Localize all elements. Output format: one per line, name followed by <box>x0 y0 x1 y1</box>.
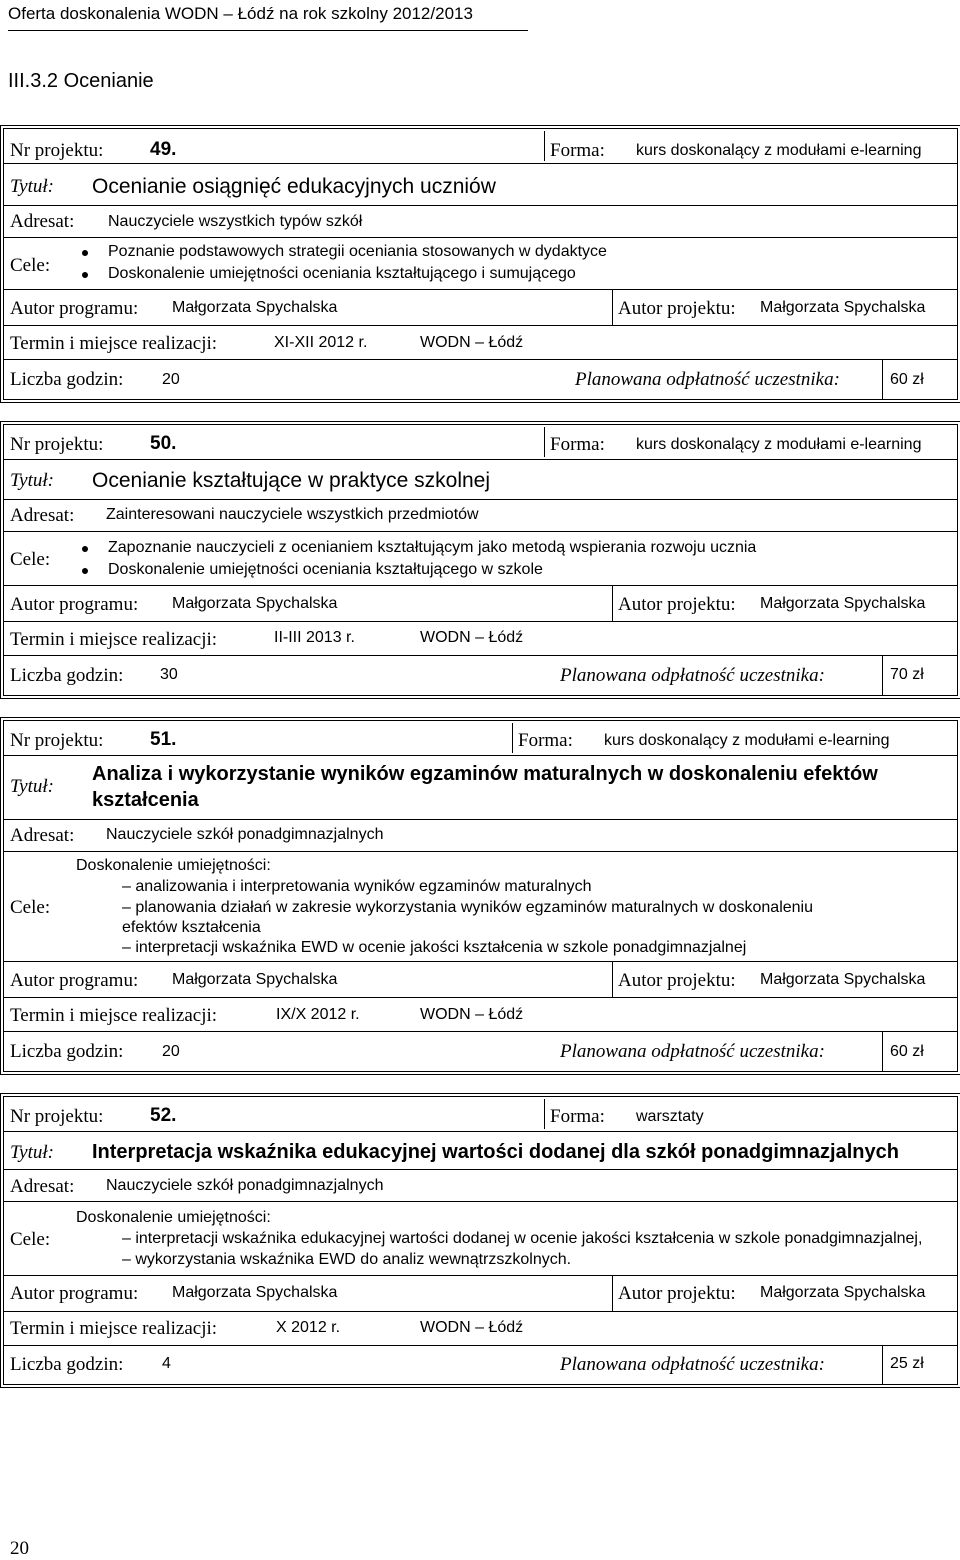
tytul-label: Tytuł: <box>10 1142 54 1163</box>
project-title: Interpretacja wskaźnika edukacyjnej wartości dodanej dla szkół ponadgimnazjalnych <box>92 1141 899 1163</box>
project-number: 51. <box>150 729 177 750</box>
liczba-godzin-label: Liczba godzin: <box>10 369 124 390</box>
tytul-label: Tytuł: <box>10 470 54 491</box>
forma-value: warsztaty <box>636 1108 704 1125</box>
liczba-godzin-value: 20 <box>162 371 180 388</box>
project-title: Ocenianie kształtujące w praktyce szkolnej <box>92 469 491 492</box>
autor-projektu-value: Małgorzata Spychalska <box>760 595 926 612</box>
cele-item-cont: efektów kształcenia <box>122 919 261 936</box>
adresat-value: Zainteresowani nauczyciele wszystkich przedmiotów <box>106 506 479 523</box>
autor-projektu-value: Małgorzata Spychalska <box>760 1284 926 1301</box>
oplata-value: 25 zł <box>890 1355 924 1372</box>
header-divider <box>8 30 528 31</box>
liczba-godzin-label: Liczba godzin: <box>10 665 124 686</box>
oplata-label: Planowana odpłatność uczestnika: <box>560 1041 825 1062</box>
autor-programu-value: Małgorzata Spychalska <box>172 595 338 612</box>
autor-projektu-value: Małgorzata Spychalska <box>760 971 926 988</box>
miejsce-value: WODN – Łódź <box>420 334 524 351</box>
section-heading: III.3.2 Ocenianie <box>8 70 154 92</box>
forma-label: Forma: <box>550 434 605 455</box>
forma-value: kurs doskonalący z modułami e-learning <box>636 436 922 453</box>
oplata-value: 60 zł <box>890 371 924 388</box>
cele-label: Cele: <box>10 897 51 918</box>
autor-projektu-label: Autor projektu: <box>618 970 736 991</box>
cele-item: Zapoznanie nauczycieli z ocenianiem kształtującym jako metodą wspierania rozwoju ucznia <box>108 539 757 556</box>
cele-label: Cele: <box>10 549 51 570</box>
termin-label: Termin i miejsce realizacji: <box>10 629 218 650</box>
liczba-godzin-value: 30 <box>160 666 178 683</box>
cele-item: – analizowania i interpretowania wyników egzaminów maturalnych <box>122 878 592 895</box>
project-title-cont: kształcenia <box>92 789 199 811</box>
forma-label: Forma: <box>518 730 573 751</box>
termin-value: XI-XII 2012 r. <box>274 334 368 351</box>
cele-item: Doskonalenie umiejętności oceniania kształtującego i sumującego <box>108 265 576 282</box>
autor-programu-value: Małgorzata Spychalska <box>172 299 338 316</box>
cele-item: – interpretacji wskaźnika EWD w ocenie jakości kształcenia w szkole ponadgimnazjalnej <box>122 939 747 956</box>
liczba-godzin-value: 20 <box>162 1043 180 1060</box>
termin-label: Termin i miejsce realizacji: <box>10 1005 218 1026</box>
project-number: 50. <box>150 433 177 454</box>
termin-label: Termin i miejsce realizacji: <box>10 333 218 354</box>
cele-item: Poznanie podstawowych strategii oceniania stosowanych w dydaktyce <box>108 243 607 260</box>
cele-label: Cele: <box>10 1229 51 1250</box>
adresat-label: Adresat: <box>10 825 75 846</box>
forma-label: Forma: <box>550 1106 605 1127</box>
liczba-godzin-label: Liczba godzin: <box>10 1041 124 1062</box>
cele-label: Cele: <box>10 255 51 276</box>
termin-label: Termin i miejsce realizacji: <box>10 1318 218 1339</box>
autor-programu-label: Autor programu: <box>10 594 139 615</box>
autor-programu-label: Autor programu: <box>10 970 139 991</box>
project-card-50 <box>3 424 958 696</box>
project-card-51 <box>3 720 958 1072</box>
forma-label: Forma: <box>550 140 605 161</box>
cele-item: – wykorzystania wskaźnika EWD do analiz wewnątrzszkolnych. <box>122 1251 572 1268</box>
nr-label: Nr projektu: <box>10 140 104 161</box>
oplata-label: Planowana odpłatność uczestnika: <box>560 1354 825 1375</box>
project-title: Ocenianie osiągnięć edukacyjnych uczniów <box>92 175 496 198</box>
adresat-value: Nauczyciele szkół ponadgimnazjalnych <box>106 826 384 843</box>
autor-programu-label: Autor programu: <box>10 1283 139 1304</box>
adresat-value: Nauczyciele szkół ponadgimnazjalnych <box>106 1177 384 1194</box>
liczba-godzin-label: Liczba godzin: <box>10 1354 124 1375</box>
autor-projektu-label: Autor projektu: <box>618 298 736 319</box>
project-title: Analiza i wykorzystanie wyników egzaminów maturalnych w doskonaleniu efektów <box>92 763 878 785</box>
autor-projektu-label: Autor projektu: <box>618 1283 736 1304</box>
cele-item: – interpretacji wskaźnika edukacyjnej wartości dodanej w ocenie jakości kształcenia w szkole ponadgimnazjalnej, <box>122 1230 923 1247</box>
project-number: 52. <box>150 1105 177 1126</box>
adresat-label: Adresat: <box>10 1176 75 1197</box>
termin-value: IX/X 2012 r. <box>276 1006 360 1023</box>
project-card-52 <box>3 1096 958 1385</box>
cele-intro: Doskonalenie umiejętności: <box>76 857 271 874</box>
project-card-49 <box>3 128 958 400</box>
document-header: Oferta doskonalenia WODN – Łódź na rok szkolny 2012/2013 <box>8 4 473 23</box>
cele-item: – planowania działań w zakresie wykorzystania wyników egzaminów maturalnych w doskonaleniu <box>122 899 814 916</box>
oplata-value: 60 zł <box>890 1043 924 1060</box>
nr-label: Nr projektu: <box>10 434 104 455</box>
oplata-value: 70 zł <box>890 666 924 683</box>
miejsce-value: WODN – Łódź <box>420 629 524 646</box>
project-number: 49. <box>150 139 177 160</box>
miejsce-value: WODN – Łódź <box>420 1006 524 1023</box>
forma-value: kurs doskonalący z modułami e-learning <box>604 732 890 749</box>
nr-label: Nr projektu: <box>10 1106 104 1127</box>
autor-programu-label: Autor programu: <box>10 298 139 319</box>
tytul-label: Tytuł: <box>10 776 54 797</box>
autor-projektu-label: Autor projektu: <box>618 594 736 615</box>
autor-programu-value: Małgorzata Spychalska <box>172 1284 338 1301</box>
oplata-label: Planowana odpłatność uczestnika: <box>560 665 825 686</box>
autor-programu-value: Małgorzata Spychalska <box>172 971 338 988</box>
cele-item: Doskonalenie umiejętności oceniania kształtującego w szkole <box>108 561 543 578</box>
forma-value: kurs doskonalący z modułami e-learning <box>636 142 922 159</box>
liczba-godzin-value: 4 <box>162 1355 171 1372</box>
nr-label: Nr projektu: <box>10 730 104 751</box>
adresat-value: Nauczyciele wszystkich typów szkół <box>108 213 363 230</box>
adresat-label: Adresat: <box>10 211 75 232</box>
miejsce-value: WODN – Łódź <box>420 1319 524 1336</box>
termin-value: II-III 2013 r. <box>274 629 355 646</box>
page-number: 20 <box>10 1538 29 1559</box>
adresat-label: Adresat: <box>10 505 75 526</box>
autor-projektu-value: Małgorzata Spychalska <box>760 299 926 316</box>
cele-intro: Doskonalenie umiejętności: <box>76 1209 271 1226</box>
oplata-label: Planowana odpłatność uczestnika: <box>575 369 840 390</box>
tytul-label: Tytuł: <box>10 176 54 197</box>
termin-value: X 2012 r. <box>276 1319 341 1336</box>
